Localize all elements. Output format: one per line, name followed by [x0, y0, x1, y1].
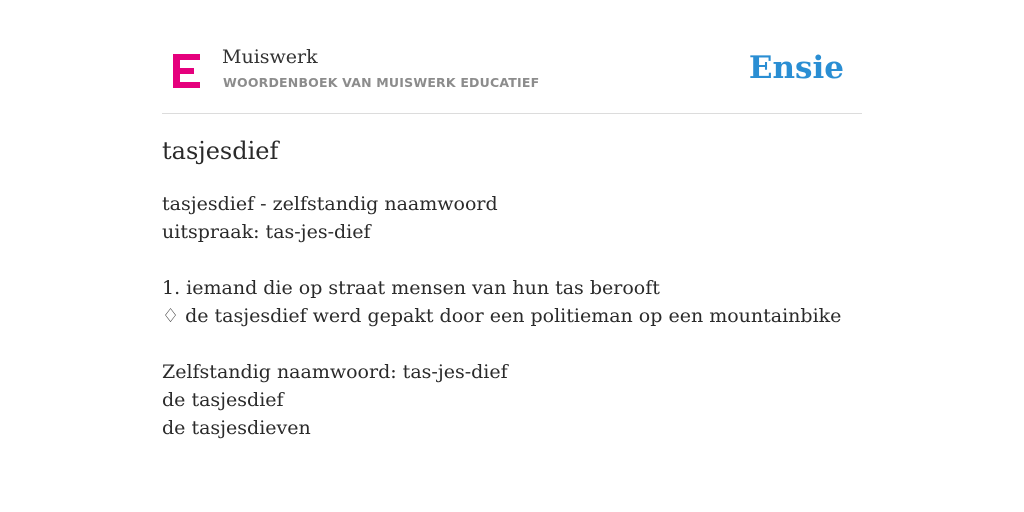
entry-line-plural: de tasjesdieven	[162, 417, 311, 439]
logo-bar-bottom	[173, 82, 200, 88]
entry-line-singular: de tasjesdief	[162, 389, 284, 411]
entry-line-pronunciation: uitspraak: tas-jes-dief	[162, 221, 371, 243]
entry-line-definition: 1. iemand die op straat mensen van hun tas berooft	[162, 277, 660, 299]
entry-body	[162, 190, 862, 442]
entry-line-spacer	[162, 330, 862, 358]
site-header	[162, 40, 862, 114]
brand-name[interactable]: Muiswerk	[222, 46, 318, 68]
brand-subtitle: WOORDENBOEK VAN MUISWERK EDUCATIEF	[223, 75, 540, 90]
logo-bar-top	[173, 54, 200, 60]
entry-line-hyphenation: Zelfstandig naamwoord: tas-jes-dief	[162, 361, 508, 383]
entry-line-spacer	[162, 246, 862, 274]
ensie-logo[interactable]: Ensie	[748, 50, 844, 86]
logo-bar-middle	[173, 68, 194, 74]
entry-line-word-type: tasjesdief - zelfstandig naamwoord	[162, 193, 498, 215]
entry-line-example: ♢ de tasjesdief werd gepakt door een politieman op een mountainbike	[162, 305, 842, 327]
entry-title: tasjesdief	[162, 137, 279, 165]
muiswerk-logo-icon[interactable]	[173, 54, 200, 88]
